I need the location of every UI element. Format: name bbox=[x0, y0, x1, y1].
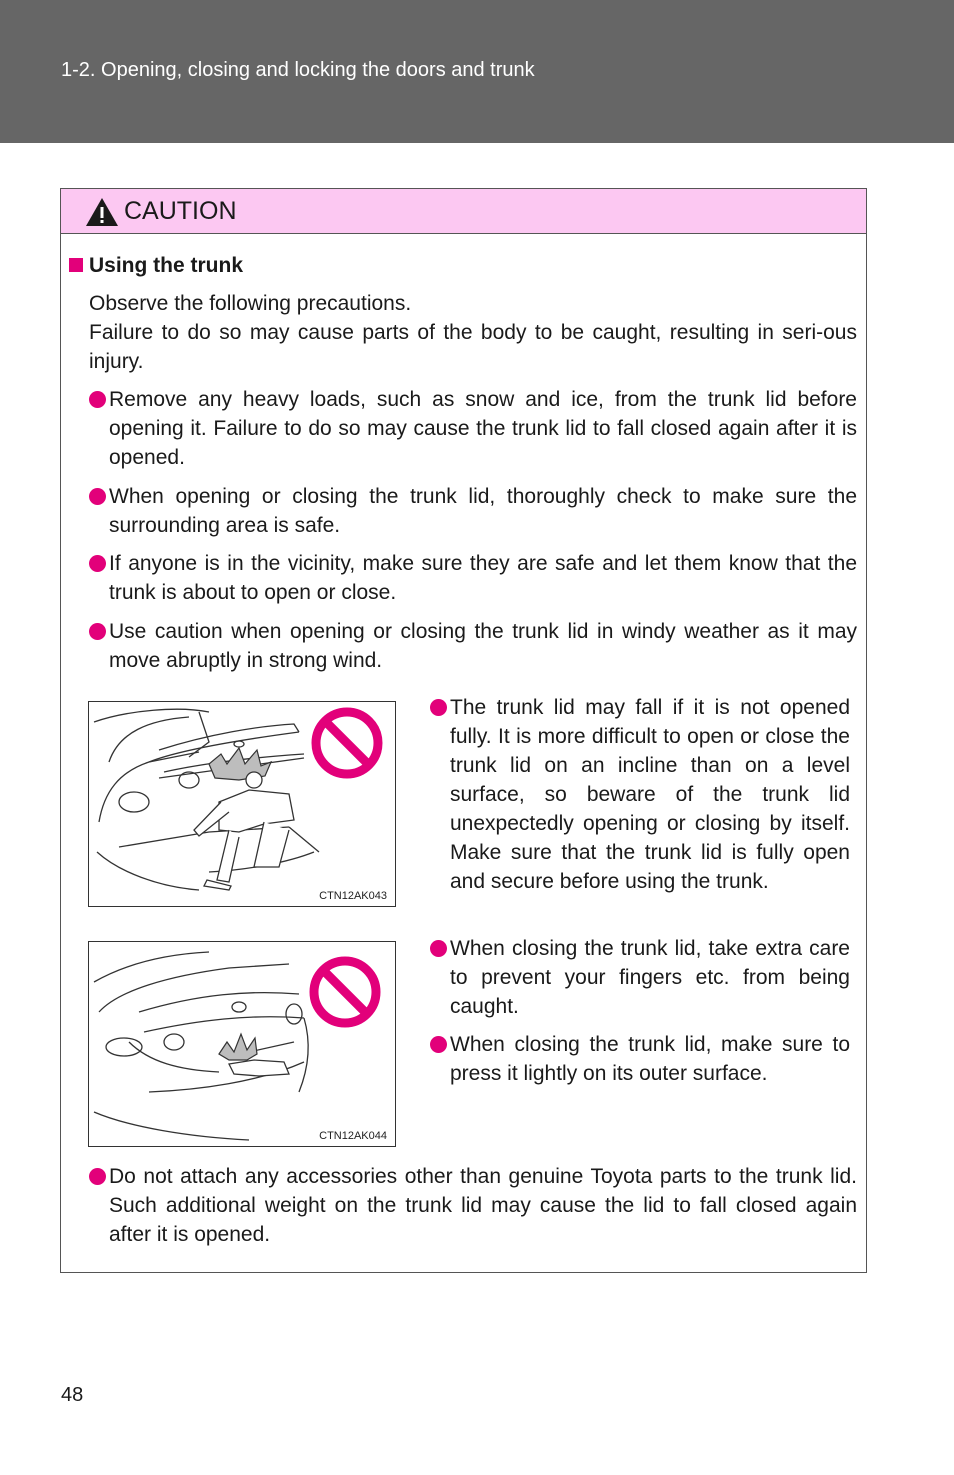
illustration-trunk-open bbox=[88, 701, 396, 907]
bullet-item: If anyone is in the vicinity, make sure they are safe and let them know that the trunk is about to open or close. bbox=[109, 549, 857, 607]
bullet-dot-icon bbox=[89, 391, 106, 408]
bullet-dot-icon bbox=[89, 555, 106, 572]
section-title: Using the trunk bbox=[89, 254, 244, 277]
section-heading bbox=[69, 254, 243, 278]
illustration-trunk-closing bbox=[88, 941, 396, 1147]
bullet-item: When opening or closing the trunk lid, thoroughly check to make sure the surrounding area is safe. bbox=[109, 482, 857, 540]
intro-text bbox=[89, 289, 857, 376]
bullet-dot-icon bbox=[89, 488, 106, 505]
page-header bbox=[0, 0, 954, 143]
bullet-item: When closing the trunk lid, take extra care to prevent your fingers etc. from being caught. bbox=[450, 934, 850, 1021]
intro-line: Failure to do so may cause parts of the body to be caught, resulting in seri-ous injury. bbox=[89, 321, 857, 373]
figure-code: CTN12AK043 bbox=[319, 890, 387, 902]
caution-box bbox=[60, 188, 867, 1273]
bullet-dot-icon bbox=[430, 1036, 447, 1053]
car-trunk-closing-illustration bbox=[89, 942, 395, 1146]
bullet-dot-icon bbox=[89, 1168, 106, 1185]
bullet-item: Remove any heavy loads, such as snow and ice, from the trunk lid before opening it. Failure to do so may cause the trunk lid to fall closed again after it is opened. bbox=[109, 385, 857, 472]
bullet-item: When closing the trunk lid, make sure to press it lightly on its outer surface. bbox=[450, 1030, 850, 1088]
bullet-dot-icon bbox=[89, 623, 106, 640]
bullet-item: Use caution when opening or closing the trunk lid in windy weather as it may move abruptly in strong wind. bbox=[109, 617, 857, 675]
figure-code: CTN12AK044 bbox=[319, 1130, 387, 1142]
warning-triangle-icon bbox=[85, 197, 119, 227]
caution-bar bbox=[61, 189, 866, 234]
intro-line: Observe the following precautions. bbox=[89, 292, 412, 315]
square-bullet-icon bbox=[69, 258, 83, 272]
caution-label: CAUTION bbox=[124, 197, 237, 225]
bullet-item: Do not attach any accessories other than genuine Toyota parts to the trunk lid. Such additional weight on the trunk lid may cause the lid to fall closed again after it is opened. bbox=[109, 1162, 857, 1249]
bullet-item: The trunk lid may fall if it is not opened fully. It is more difficult to open or close the trunk lid on an incline than on a level surface, so beware of the trunk lid unexpectedly opening or closing by itself. Make sure that the trunk lid is fully open and secure before using the trunk. bbox=[450, 693, 850, 896]
page-number: 48 bbox=[61, 1384, 84, 1406]
chapter-title: 1-2. Opening, closing and locking the doors and trunk bbox=[61, 59, 535, 81]
car-trunk-open-illustration bbox=[89, 702, 395, 906]
bullet-dot-icon bbox=[430, 699, 447, 716]
bullet-dot-icon bbox=[430, 940, 447, 957]
